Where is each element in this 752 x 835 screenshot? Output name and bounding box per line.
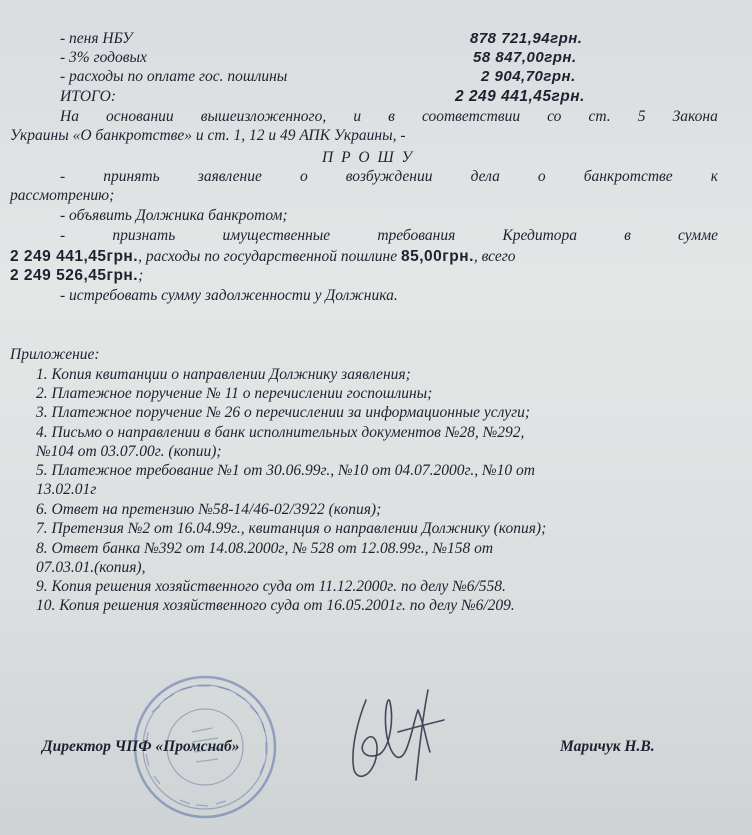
word: дела	[470, 168, 500, 185]
word: принять	[103, 168, 160, 185]
attachment-item: 07.03.01.(копия),	[36, 559, 146, 576]
fee-label-duty: - расходы по оплате гос. пошлины	[60, 68, 288, 85]
request-4: - истребовать сумму задолженности у Должника.	[60, 287, 398, 304]
attachment-item: 2. Платежное поручение № 11 о перечислении госпошлины;	[36, 385, 433, 402]
basis-line-1	[60, 108, 718, 126]
word: требования	[377, 227, 456, 244]
word: 5	[637, 108, 646, 125]
fee-amount-duty: 2 904,70грн.	[481, 68, 576, 85]
word: в	[388, 108, 395, 125]
attachment-item: 8. Ответ банка №392 от 14.08.2000г, № 528 от 12.08.99г., №158 от	[36, 540, 494, 557]
court-fee-amount: 85,00грн.	[401, 248, 474, 265]
fee-amount-penalty: 878 721,94грн.	[470, 30, 583, 47]
attachments-title: Приложение:	[10, 346, 100, 363]
word: сумме	[678, 227, 718, 244]
attachment-item: 1. Копия квитанции о направлении Должнику заявления;	[36, 366, 411, 383]
attachment-item: 5. Платежное требование №1 от 30.06.99г., №10 от 04.07.2000г., №10 от	[36, 462, 535, 479]
word: о	[299, 168, 308, 185]
attachment-item: 6. Ответ на претензию №58-14/46-02/3922 (копия);	[36, 501, 382, 518]
request-3-mid: , расходы по государственной пошлине	[138, 248, 401, 265]
request-3-line-1	[60, 227, 718, 245]
attachment-item: №104 от 03.07.00г. (копии);	[36, 443, 222, 460]
fee-label-interest: - 3% годовых	[60, 49, 147, 66]
basis-line-2: Украины «О банкротстве» и ст. 1, 12 и 49 АПК Украины, -	[10, 127, 406, 144]
request-3-line-3	[10, 267, 143, 285]
attachment-item: 4. Письмо о направлении в банк исполнительных документов №28, №292,	[36, 424, 525, 441]
word: со	[547, 108, 562, 125]
word: о	[537, 168, 546, 185]
fee-amount-interest: 58 847,00грн.	[473, 49, 577, 66]
director-name: Маричук Н.В.	[560, 738, 655, 755]
request-1-line-2: рассмотрению;	[10, 187, 115, 204]
word: -	[60, 168, 66, 185]
word: заявление	[197, 168, 262, 185]
word: Кредитора	[502, 227, 578, 244]
fee-label-penalty: - пеня НБУ	[60, 30, 133, 47]
total-amount: 2 249 441,45грн.	[455, 88, 585, 105]
word: ст.	[588, 108, 611, 125]
word: соответствии	[421, 108, 521, 125]
total-label: ИТОГО:	[60, 88, 116, 105]
word: признать	[112, 227, 176, 244]
request-3-end: ;	[138, 267, 144, 284]
director-title: Директор ЧПФ «Промснаб»	[42, 738, 240, 755]
attachment-item: 7. Претензия №2 от 16.04.99г., квитанция о направлении Должнику (копия);	[36, 520, 547, 537]
request-1-line-1	[60, 168, 718, 186]
word: Закона	[672, 108, 718, 125]
request-title: П Р О Ш У	[322, 149, 414, 166]
word: в	[624, 227, 631, 244]
word: возбуждении	[345, 168, 433, 185]
word: вышеизложенного,	[200, 108, 327, 125]
request-2: - объявить Должника банкротом;	[60, 207, 288, 224]
request-3-tail: , всего	[473, 248, 516, 265]
claim-amount: 2 249 441,45грн.	[10, 248, 139, 265]
word: основании	[106, 108, 174, 125]
attachment-item: 10. Копия решения хозяйственного суда от 16.05.2001г. по делу №6/209.	[36, 597, 515, 614]
word: имущественные	[222, 227, 331, 244]
handwritten-signature	[328, 680, 458, 790]
attachment-item: 13.02.01г	[36, 481, 97, 498]
word: -	[60, 227, 66, 244]
grand-total-amount: 2 249 526,45грн.	[10, 267, 139, 284]
attachment-item: 9. Копия решения хозяйственного суда от 11.12.2000г. по делу №6/558.	[36, 578, 506, 595]
word: банкротстве	[583, 168, 673, 185]
word: На	[60, 108, 79, 125]
request-3-line-2	[10, 248, 516, 266]
attachment-item: 3. Платежное поручение № 26 о перечислении за информационные услуги;	[36, 404, 531, 421]
word: и	[353, 108, 362, 125]
word: к	[710, 168, 718, 185]
